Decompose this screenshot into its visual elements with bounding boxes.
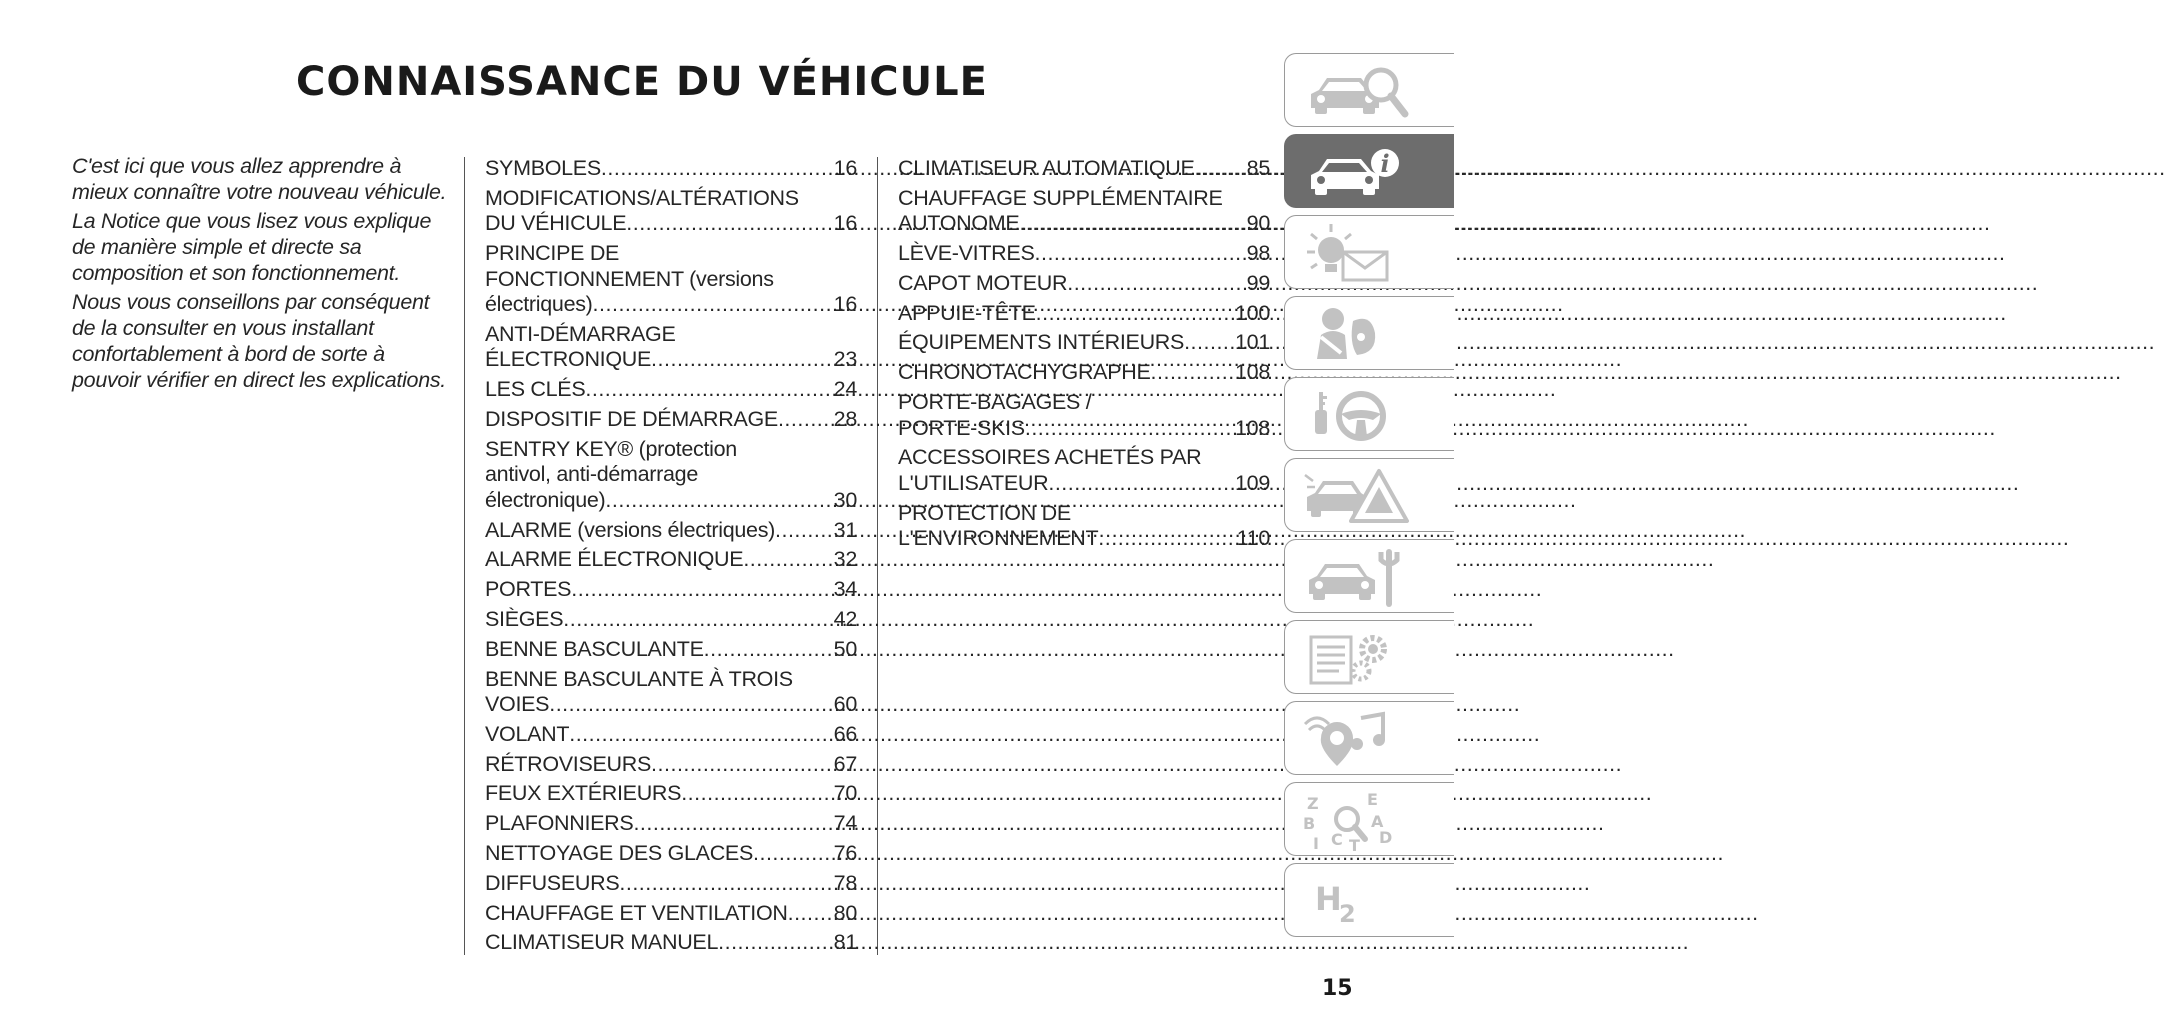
toc-entry-label-line: CHRONOTACHYGRAPHE xyxy=(898,360,1151,385)
svg-text:H: H xyxy=(1315,880,1342,918)
svg-text:i: i xyxy=(1380,149,1390,178)
toc-page-number: 101 xyxy=(1235,330,1270,355)
tab-vehicle-info[interactable] xyxy=(1284,134,1454,208)
toc-entry-label-line: ALARME (versions électriques) xyxy=(485,517,776,542)
dot-leader xyxy=(651,752,825,778)
dot-leader xyxy=(549,692,825,718)
toc-page-number: 23 xyxy=(833,347,857,372)
toc-entry-label-line: antivol, anti-démarrage xyxy=(485,462,698,487)
dot-leader xyxy=(571,577,825,603)
toc-page-number: 50 xyxy=(833,636,857,661)
intro-paragraph: La Notice que vous lisez vous explique de manière simple et directe sa composition et son fonctionnement. xyxy=(72,209,432,285)
toc-entry[interactable] xyxy=(898,156,1270,182)
toc-entry[interactable] xyxy=(898,241,1270,267)
dot-leader xyxy=(778,407,825,433)
toc-entry-label-line: CHAUFFAGE SUPPLÉMENTAIRE xyxy=(898,185,1223,210)
dot-leader xyxy=(601,156,825,182)
dot-leader xyxy=(626,211,825,237)
dot-leader xyxy=(718,930,825,956)
toc-entry-label-line: CAPOT MOTEUR xyxy=(898,270,1068,295)
intro-paragraph: Nous vous conseillons par conséquent de la consulter en vous installant confortablement à bord de sorte à pouvoir vérifier en direct les explications. xyxy=(72,290,446,392)
dot-leader xyxy=(1035,241,1239,267)
toc-page-number: 31 xyxy=(833,517,857,542)
toc-entry-label-line: FONCTIONNEMENT (versions xyxy=(485,266,774,291)
toc-entry-label-line: PLAFONNIERS xyxy=(485,811,634,836)
toc-entry-label-line: AUTONOME xyxy=(898,211,1020,236)
toc-entry-label-line: PORTE-BAGAGES / xyxy=(898,390,1092,415)
toc-entry-label-line: VOLANT xyxy=(485,721,570,746)
toc-entry[interactable] xyxy=(485,901,857,927)
tab-starting-driving[interactable] xyxy=(1284,377,1454,451)
toc-entry[interactable] xyxy=(485,722,857,748)
airbag-safety-icon xyxy=(1303,303,1423,365)
toc-page-number: 110 xyxy=(1236,526,1270,551)
toc-entry-label-line: L'UTILISATEUR xyxy=(898,470,1049,495)
toc-page-number: 30 xyxy=(833,487,857,512)
toc-entry[interactable] xyxy=(485,518,857,544)
multimedia-navigation-icon xyxy=(1303,708,1423,770)
toc-entry[interactable] xyxy=(898,445,1270,496)
toc-entry-label-line: ALARME ÉLECTRONIQUE xyxy=(485,547,744,572)
toc-page-number: 60 xyxy=(833,692,857,717)
dot-leader xyxy=(681,781,825,807)
toc-entry[interactable] xyxy=(898,360,1270,386)
toc-page-number: 76 xyxy=(833,841,857,866)
toc-page-number: 80 xyxy=(833,900,857,925)
svg-text:E: E xyxy=(1367,790,1378,809)
toc-page-number: 74 xyxy=(833,811,857,836)
car-search-icon xyxy=(1303,60,1423,122)
page-title: CONNAISSANCE DU VÉHICULE xyxy=(296,59,988,105)
toc-entry[interactable] xyxy=(898,301,1270,327)
dot-leader xyxy=(1184,330,1229,356)
toc-entry-label-line: VOIES xyxy=(485,692,550,717)
toc-entry[interactable] xyxy=(898,271,1270,297)
toc-page-number: 100 xyxy=(1235,300,1270,325)
toc-entry-label-line: L'ENVIRONNEMENT xyxy=(898,526,1099,551)
svg-text:Z: Z xyxy=(1307,794,1319,813)
toc-page-number: 66 xyxy=(833,721,857,746)
toc-entry-label-line: SENTRY KEY® (protection xyxy=(485,436,737,461)
toc-entry[interactable] xyxy=(485,607,857,633)
tab-warning-lights[interactable] xyxy=(1284,215,1454,289)
toc-entry-label-line: SYMBOLES xyxy=(485,156,601,180)
toc-page-number: 32 xyxy=(833,547,857,572)
toc-entry[interactable] xyxy=(485,241,857,318)
toc-entry[interactable] xyxy=(485,547,857,573)
hydrogen-h2-icon xyxy=(1303,870,1423,932)
toc-page-number: 34 xyxy=(833,577,857,602)
dot-leader xyxy=(704,637,825,663)
toc-page-number: 99 xyxy=(1246,270,1270,295)
toc-entry-label-line: BENNE BASCULANTE À TROIS xyxy=(485,666,793,691)
toc-entry-label-line: CHAUFFAGE ET VENTILATION xyxy=(485,900,788,925)
dot-leader xyxy=(605,488,825,514)
tab-safety[interactable] xyxy=(1284,296,1454,370)
dot-leader xyxy=(1019,211,1238,237)
toc-page-number: 85 xyxy=(1246,156,1270,180)
dot-leader xyxy=(788,901,825,927)
toc-column-2 xyxy=(898,156,1270,556)
toc-page-number: 81 xyxy=(833,930,857,955)
toc-entry-label-line: DISPOSITIF DE DÉMARRAGE xyxy=(485,406,778,431)
toc-entry[interactable] xyxy=(485,437,857,514)
dot-leader xyxy=(1195,156,1238,182)
key-steering-wheel-icon xyxy=(1303,384,1423,446)
toc-entry-label-line: BENNE BASCULANTE xyxy=(485,636,704,661)
toc-entry-label-line: FEUX EXTÉRIEURS xyxy=(485,781,682,806)
tab-emergency[interactable] xyxy=(1284,458,1454,532)
dot-leader xyxy=(1067,271,1238,297)
dot-leader xyxy=(593,292,825,318)
toc-entry[interactable] xyxy=(898,501,1270,552)
warning-light-message-icon xyxy=(1303,222,1423,284)
svg-text:C: C xyxy=(1331,830,1343,849)
toc-page-number: 28 xyxy=(833,406,857,431)
toc-entry-label-line: MODIFICATIONS/ALTÉRATIONS xyxy=(485,185,799,210)
svg-text:D: D xyxy=(1379,828,1393,847)
toc-page-number: 24 xyxy=(833,377,857,402)
dot-leader xyxy=(775,518,825,544)
svg-text:B: B xyxy=(1303,814,1316,833)
toc-entry-label-line: CLIMATISEUR AUTOMATIQUE xyxy=(898,156,1195,180)
toc-page-number: 42 xyxy=(833,606,857,631)
car-emergency-warning-icon xyxy=(1303,465,1423,527)
toc-entry-label-line: RÉTROVISEURS xyxy=(485,751,652,776)
tab-hydrogen[interactable] xyxy=(1284,863,1454,937)
tab-index[interactable] xyxy=(1284,782,1454,856)
toc-entry-label-line: DU VÉHICULE xyxy=(485,211,627,236)
toc-entry-label-line: DIFFUSEURS xyxy=(485,870,620,895)
toc-column-1 xyxy=(485,156,857,960)
toc-entry[interactable] xyxy=(485,811,857,837)
page-number: 15 xyxy=(1322,976,1353,1001)
toc-entry-label-line: LES CLÉS xyxy=(485,377,586,402)
toc-entry[interactable] xyxy=(485,407,857,433)
toc-entry[interactable] xyxy=(485,577,857,603)
toc-entry-label-line: ÉQUIPEMENTS INTÉRIEURS xyxy=(898,330,1185,355)
toc-entry-label-line: APPUIE-TÊTE xyxy=(898,300,1036,325)
toc-entry-label-line: ACCESSOIRES ACHETÉS PAR xyxy=(898,445,1202,470)
toc-entry[interactable] xyxy=(485,841,857,867)
toc-page-number: 16 xyxy=(833,156,857,180)
toc-entry-label-line: ANTI-DÉMARRAGE xyxy=(485,321,676,346)
toc-entry[interactable] xyxy=(485,930,857,956)
toc-entry[interactable] xyxy=(485,781,857,807)
toc-page-number: 70 xyxy=(833,781,857,806)
toc-page-number: 98 xyxy=(1246,241,1270,266)
toc-entry[interactable] xyxy=(485,667,857,718)
dot-leader xyxy=(619,871,825,897)
dot-leader xyxy=(1048,471,1229,497)
toc-entry-label-line: PRINCIPE DE xyxy=(485,241,620,266)
toc-entry[interactable] xyxy=(485,186,857,237)
dot-leader xyxy=(633,811,825,837)
toc-entry[interactable] xyxy=(485,871,857,897)
tab-maintenance[interactable] xyxy=(1284,539,1454,613)
dot-leader xyxy=(1151,360,1229,386)
dot-leader xyxy=(743,547,825,573)
svg-text:A: A xyxy=(1371,812,1384,831)
toc-entry-label-line: SIÈGES xyxy=(485,606,564,631)
toc-entry-label-line: LÈVE-VITRES xyxy=(898,241,1035,266)
tab-vehicle-knowledge-overview[interactable] xyxy=(1284,53,1454,127)
toc-entry-label-line: PORTE-SKIS xyxy=(898,415,1025,440)
toc-entry-label-line: PROTECTION DE xyxy=(898,500,1071,525)
toc-entry-label-line: électriques) xyxy=(485,292,593,317)
dot-leader xyxy=(585,377,825,403)
dot-leader xyxy=(1098,526,1230,552)
svg-text:I: I xyxy=(1313,834,1319,853)
toc-entry[interactable] xyxy=(898,330,1270,356)
alphabetical-index-search-icon xyxy=(1303,789,1423,855)
toc-page-number: 108 xyxy=(1235,415,1270,440)
tab-technical-data[interactable] xyxy=(1284,620,1454,694)
column-divider xyxy=(464,157,465,955)
toc-entry-label-line: électronique) xyxy=(485,487,606,512)
toc-entry-label-line: CLIMATISEUR MANUEL xyxy=(485,930,719,955)
technical-data-gear-icon xyxy=(1303,627,1423,689)
dot-leader xyxy=(563,607,825,633)
tab-multimedia[interactable] xyxy=(1284,701,1454,775)
toc-entry[interactable] xyxy=(485,322,857,373)
toc-page-number: 109 xyxy=(1235,470,1270,495)
toc-page-number: 78 xyxy=(833,870,857,895)
svg-text:2: 2 xyxy=(1339,900,1356,928)
dot-leader xyxy=(1036,301,1229,327)
dot-leader xyxy=(651,347,825,373)
toc-page-number: 16 xyxy=(833,292,857,317)
toc-entry[interactable] xyxy=(485,752,857,778)
dot-leader xyxy=(569,722,825,748)
svg-text:T: T xyxy=(1349,836,1360,855)
intro-text xyxy=(72,153,452,396)
toc-page-number: 16 xyxy=(833,211,857,236)
toc-entry-label-line: NETTOYAGE DES GLACES xyxy=(485,841,753,866)
dot-leader xyxy=(1025,416,1229,442)
toc-entry[interactable] xyxy=(898,390,1270,441)
toc-entry-label-line: PORTES xyxy=(485,577,572,602)
toc-page-number: 108 xyxy=(1235,360,1270,385)
toc-entry[interactable] xyxy=(898,186,1270,237)
toc-page-number: 67 xyxy=(833,751,857,776)
toc-page-number: 90 xyxy=(1246,211,1270,236)
toc-entry[interactable] xyxy=(485,377,857,403)
car-info-icon xyxy=(1303,141,1423,203)
toc-entry-label-line: ÉLECTRONIQUE xyxy=(485,347,652,372)
car-maintenance-wrench-icon xyxy=(1303,546,1423,608)
toc-entry[interactable] xyxy=(485,637,857,663)
dot-leader xyxy=(753,841,825,867)
toc-entry[interactable] xyxy=(485,156,857,182)
intro-paragraph: C'est ici que vous allez apprendre à mieux connaître votre nouveau véhicule. xyxy=(72,154,447,204)
